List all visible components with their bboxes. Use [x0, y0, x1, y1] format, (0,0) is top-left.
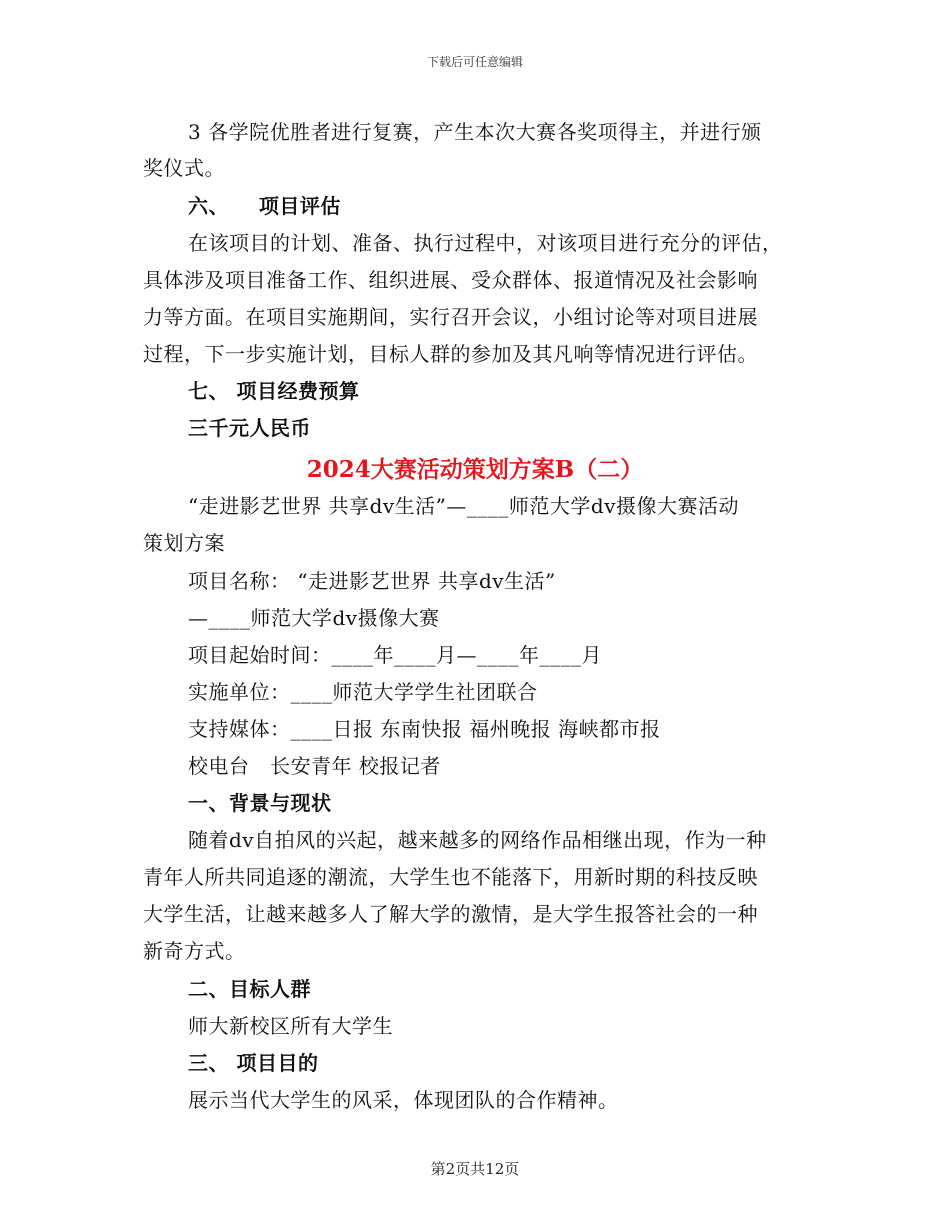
- paragraph-line: 过程，下一步实施计划，目标人群的参加及其凡响等情况进行评估。: [143, 342, 758, 366]
- project-name-line: 项目名称： “走进影艺世界 共享dv生活”: [188, 569, 556, 593]
- media-line: 支持媒体：____日报 东南快报 福州晚报 海峡都市报: [188, 717, 661, 741]
- section-heading: 三、 项目目的: [188, 1051, 319, 1075]
- organizer-line: 实施单位：____师范大学学生社团联合: [188, 680, 538, 704]
- paragraph-line: 师大新校区所有大学生: [188, 1014, 393, 1038]
- paragraph-line: 随着dv自拍风的兴起，越来越多的网络作品相继出现，作为一种: [188, 828, 767, 852]
- paragraph-line: 展示当代大学生的风采，体现团队的合作精神。: [188, 1088, 619, 1112]
- paragraph-line: 具体涉及项目准备工作、组织进展、受众群体、报道情况及社会影响: [143, 268, 758, 292]
- paragraph-line: 青年人所共同追逐的潮流，大学生也不能落下，用新时期的科技反映: [143, 865, 758, 889]
- section-heading: 七、 项目经费预算: [188, 379, 360, 403]
- paragraph-line: 策划方案: [143, 531, 225, 555]
- paragraph-line: 新奇方式。: [143, 939, 246, 963]
- document-title: 2024大赛活动策划方案B（二）: [306, 456, 644, 483]
- paragraph-line: 奖仪式。: [143, 156, 225, 180]
- media-line: 校电台 长安青年 校报记者: [188, 754, 441, 778]
- paragraph-line: “走进影艺世界 共享dv生活”—____师范大学dv摄像大赛活动: [188, 494, 740, 518]
- paragraph-line: 在该项目的计划、准备、执行过程中，对该项目进行充分的评估，: [188, 231, 783, 255]
- project-time-line: 项目起始时间：____年____月—____年____月: [188, 643, 602, 667]
- paragraph-line: 大学生活，让越来越多人了解大学的激情，是大学生报答社会的一种: [143, 902, 758, 926]
- section-heading: 一、背景与现状: [188, 791, 332, 815]
- page-footer: 第2页共12页: [430, 1160, 520, 1178]
- paragraph-line: —____师范大学dv摄像大赛: [188, 606, 440, 630]
- section-heading: 二、目标人群: [188, 977, 311, 1001]
- section-heading: 六、 项目评估: [188, 194, 341, 218]
- paragraph-line: 力等方面。在项目实施期间，实行召开会议，小组讨论等对项目进展: [143, 305, 758, 329]
- paragraph-line: 3 各学院优胜者进行复赛，产生本次大赛各奖项得主，并进行颁: [188, 120, 762, 144]
- budget-line: 三千元人民币: [188, 416, 311, 440]
- header-note: 下载后可任意编辑: [426, 55, 523, 69]
